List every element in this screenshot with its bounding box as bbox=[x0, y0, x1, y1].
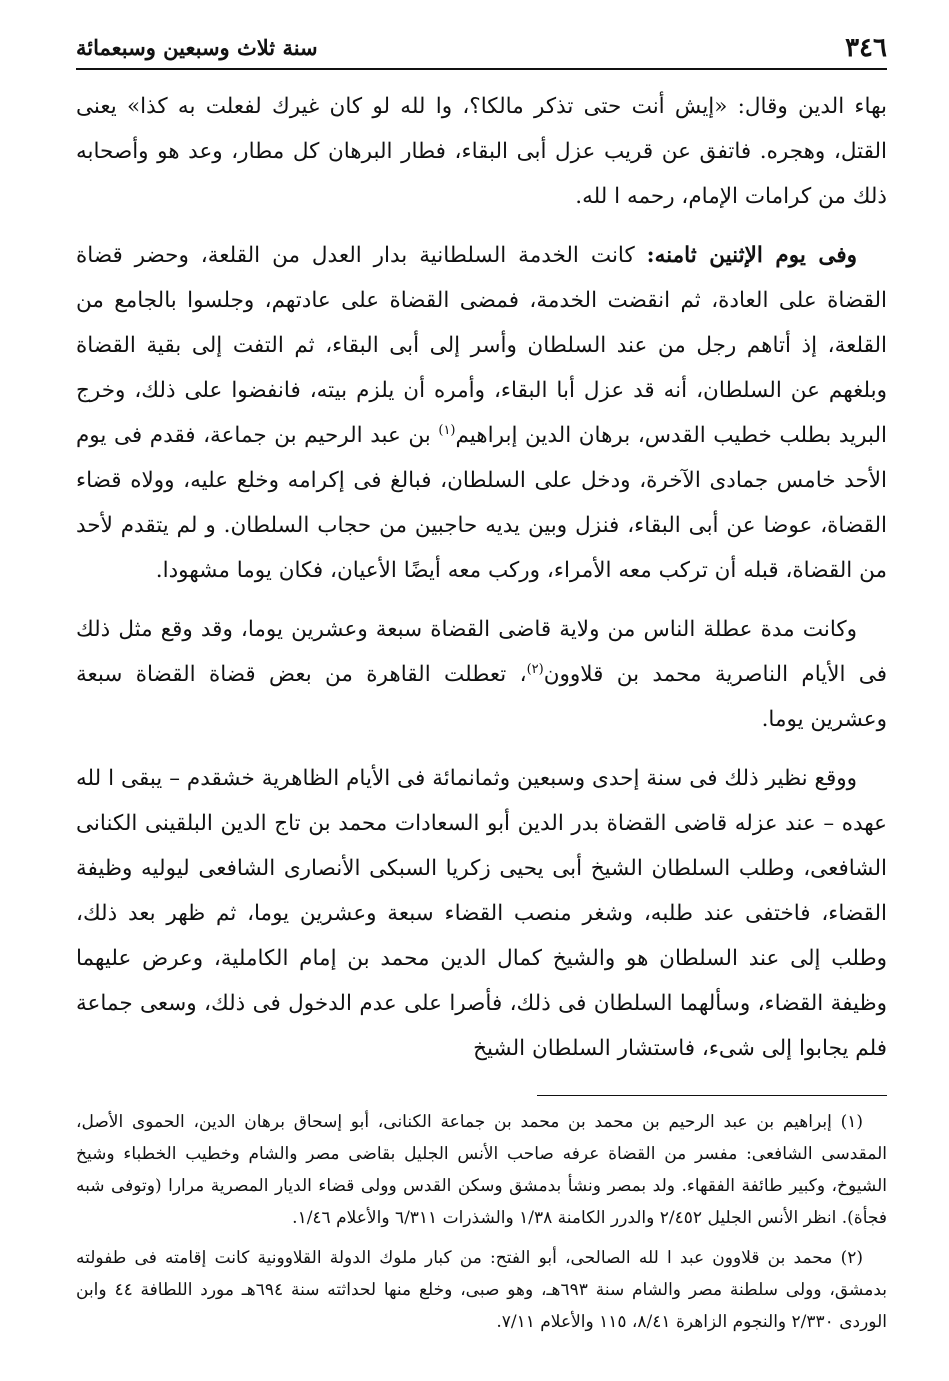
page-number: ٣٤٦ bbox=[845, 33, 887, 63]
footnote-2-mark: (٢) bbox=[840, 1248, 863, 1268]
body-text bbox=[76, 84, 887, 1071]
running-head bbox=[76, 28, 887, 70]
footnote-1-text: إبراهيم بن عبد الرحيم بن محمد بن محمد بن جماعة الكنانى، أبو إسحاق برهان الدين، الحموى الأصل، المقدسى الشافعى: مفسر من القضاة عرفه صاحب الأنس الجليل بقاضى مصر والشام وخطيب الخطباء وشيخ الشيوخ، وكبير طائفة الفقهاء. ولد بمصر ونشأ بدمشق وسكن القدس وولى قضاء الديار المصرية مرارا (وتوفى شبه فجأة). انظر الأنس الجليل ٢/٤٥٢ والدرر الكامنة ١/٣٨ والشذرات ٦/٣١١ والأعلام ١/٤٦. bbox=[76, 1112, 887, 1228]
footnote-2-text: محمد بن قلاوون عبد ا لله الصالحى، أبو الفتح: من كبار ملوك الدولة القلاوونية كانت إقامته فى طفولته بدمشق، وولى سلطنة مصر والشام سنة ٦٩٣هـ، وهو صبى، وخلع منها لحداثته سنة ٦٩٤هـ مورد اللطافة ٤٤ وابن الوردى ٢/٣٣٠ والنجوم الزاهرة ٨/٤١، ١١٥ والأعلام ٧/١١. bbox=[76, 1248, 887, 1332]
paragraph-1 bbox=[76, 84, 887, 219]
paragraph-2 bbox=[76, 233, 887, 593]
footnote-2 bbox=[76, 1242, 887, 1338]
footnote-1 bbox=[76, 1106, 887, 1234]
footnote-ref-2[interactable]: (٢) bbox=[526, 661, 544, 677]
paragraph-4 bbox=[76, 756, 887, 1071]
footnote-ref-1[interactable]: (١) bbox=[438, 422, 456, 438]
paragraph-3-text-a: وكانت مدة عطلة الناس من ولاية قاضى القضاة سبعة وعشرين يوما، وقد وقع مثل ذلك فى الأيام الناصرية محمد بن قلاوون bbox=[76, 617, 888, 687]
paragraph-1-text: بهاء الدين وقال: «إيش أنت حتى تذكر مالكا؟، وا لله لو كان غيرك لفعلت به كذا» يعنى القتل، وهجره. فاتفق عن قريب عزل أبى البقاء، فطار البرهان كل مطار، وعد هو وأصحابه ذلك من كرامات الإمام، رحمه ا لله. bbox=[76, 94, 887, 209]
paragraph-2-lead: وفى يوم الإثنين ثامنه: bbox=[646, 243, 857, 268]
paragraph-4-text: ووقع نظير ذلك فى سنة إحدى وسبعين وثمانمائة فى الأيام الظاهرية خشقدم – يبقى ا لله عهده – عند عزله قاضى القضاة بدر الدين أبو السعادات محمد بن تاج الدين البلقينى الكنانى الشافعى، وطلب السلطان الشيخ أبى يحيى زكريا السبكى الأنصارى الشافعى ليوليه وظيفة القضاء، فاختفى عند طلبه، وشغر منصب القضاء سبعة وعشرين يوما، ثم ظهر بعد ذلك، وطلب إلى عند السلطان هو والشيخ كمال الدين محمد بن إمام الكاملية، وعرض عليهما وظيفة القضاء، وسألهما السلطان فى ذلك، فأصرا على عدم الدخول فى ذلك، وسعى جماعة فلم يجابوا إلى شىء، فاستشار السلطان الشيخ bbox=[76, 766, 887, 1061]
paragraph-3-text-b: ، تعطلت القاهرة من بعض قضاة القضاة سبعة وعشرين يوما. bbox=[76, 662, 887, 732]
paragraph-2-text-a: كانت الخدمة السلطانية بدار العدل من القلعة، وحضر قضاة القضاة على العادة، ثم انقضت الخدمة، فمضى القضاة على عادتهم، وجلسوا بالجامع من القلعة، إذ أتاهم رجل من عند السلطان وأسر إلى أبى البقاء، ثم التفت إلى بقية القضاة وبلغهم عن السلطان، أنه قد عزل أبا البقاء، وأمره أن يلزم بيته، فانفضوا على ذلك، وخرج البريد بطلب خطيب القدس، برهان الدين إبراهيم bbox=[76, 243, 887, 448]
footnote-1-mark: (١) bbox=[840, 1112, 864, 1132]
paragraph-3 bbox=[76, 607, 887, 742]
running-title: سنة ثلاث وسبعين وسبعمائة bbox=[76, 35, 318, 60]
paragraph-2-text-b: بن عبد الرحيم بن جماعة، فقدم فى يوم الأحد خامس جمادى الآخرة، ودخل على السلطان، فبالغ فى إكرامه وخلع عليه، وولاه قضاء القضاة، عوضا عن أبى البقاء، فنزل وبين يديه حاجبين من حجاب السلطان. و لم يتقدم لأحد من القضاة، قبله أن تركب معه الأمراء، وركب معه أيضًا الأعيان، فكان يوما مشهودا. bbox=[76, 423, 887, 583]
footnotes bbox=[76, 1106, 887, 1338]
footnote-divider bbox=[537, 1095, 887, 1096]
